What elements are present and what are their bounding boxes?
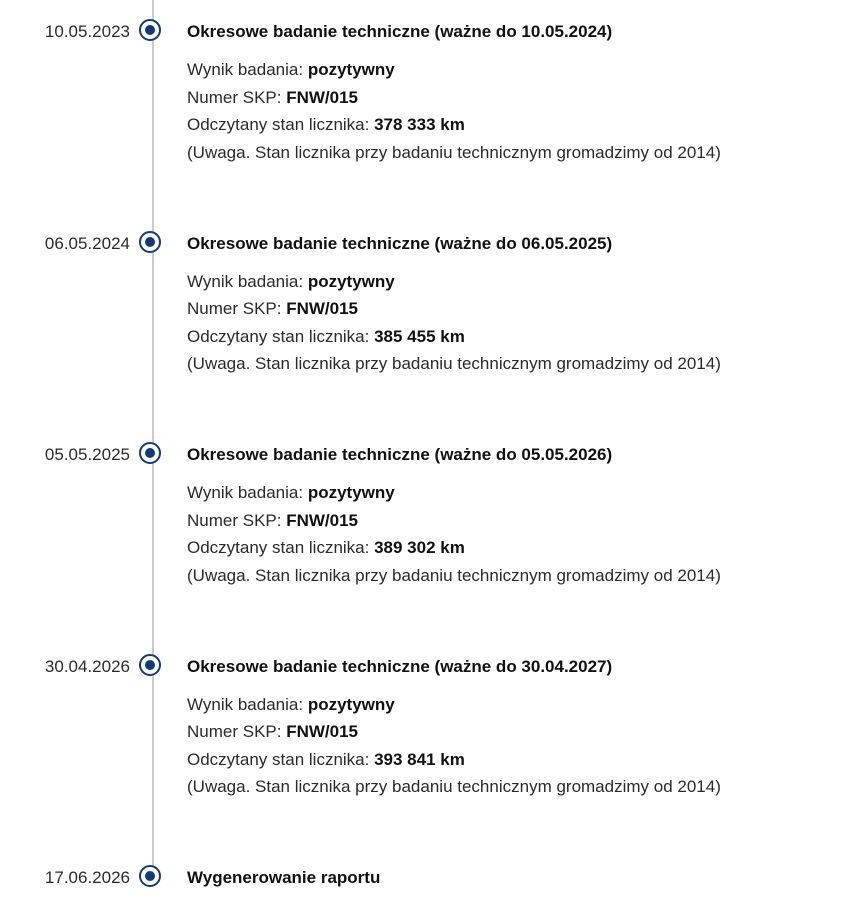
timeline-dot-icon xyxy=(139,654,161,676)
skp-number-value: FNW/015 xyxy=(286,87,358,107)
skp-number-value: FNW/015 xyxy=(286,722,358,741)
odometer-reading xyxy=(187,111,847,139)
timeline-dot-icon xyxy=(139,442,161,464)
entry-body xyxy=(187,864,847,892)
entry-body xyxy=(187,230,847,378)
entry-date: 05.05.2025 xyxy=(44,445,130,464)
inspection-result-label: Wynik badania: xyxy=(187,60,308,79)
skp-number-value: FNW/015 xyxy=(286,510,358,530)
odometer-reading xyxy=(187,323,847,351)
inspection-result-label: Wynik badania: xyxy=(187,483,308,502)
odometer-note: (Uwaga. Stan licznika przy badaniu technicznym gromadzimy od 2014) xyxy=(187,142,721,162)
skp-number-value: FNW/015 xyxy=(286,299,358,318)
odometer-note: (Uwaga. Stan licznika przy badaniu technicznym gromadzimy od 2014) xyxy=(187,777,721,796)
odometer-reading xyxy=(187,746,847,774)
odometer-reading-value: 378 333 km xyxy=(374,115,465,134)
skp-number xyxy=(187,718,847,746)
inspection-result xyxy=(187,56,847,84)
report-generated-title: Wygenerowanie raportu xyxy=(187,868,381,887)
inspection-result xyxy=(187,479,847,507)
entry-title: Okresowe badanie techniczne (ważne do 06.05.2025) xyxy=(187,233,613,253)
odometer-note: (Uwaga. Stan licznika przy badaniu technicznym gromadzimy od 2014) xyxy=(187,354,721,373)
inspection-result-value: pozytywny xyxy=(307,271,395,291)
odometer-reading-label: Odczytany stan licznika: xyxy=(187,115,375,134)
entry-title: Okresowe badanie techniczne (ważne do 10.05.2024) xyxy=(187,22,613,41)
skp-number xyxy=(187,295,847,323)
entry-date: 17.06.2026 xyxy=(44,868,130,887)
entry-title: Okresowe badanie techniczne (ważne do 05.05.2026) xyxy=(187,445,613,464)
inspection-result-value: pozytywny xyxy=(307,694,395,714)
inspection-result-value: pozytywny xyxy=(307,483,395,502)
odometer-reading-label: Odczytany stan licznika: xyxy=(187,538,375,557)
entry-title: Okresowe badanie techniczne (ważne do 30.04.2027) xyxy=(187,656,613,676)
entry-body xyxy=(187,18,847,166)
inspection-result-value: pozytywny xyxy=(307,60,395,79)
entry-details xyxy=(187,268,847,378)
odometer-note: (Uwaga. Stan licznika przy badaniu technicznym gromadzimy od 2014) xyxy=(187,565,721,585)
timeline-line xyxy=(152,0,154,880)
skp-number xyxy=(187,84,847,112)
skp-number-label: Numer SKP: xyxy=(187,510,287,530)
skp-number-label: Numer SKP: xyxy=(187,722,287,741)
skp-number xyxy=(187,507,847,535)
entry-body xyxy=(187,653,847,801)
odometer-reading xyxy=(187,534,847,562)
skp-number-label: Numer SKP: xyxy=(187,87,287,107)
timeline-dot-icon xyxy=(139,865,161,887)
odometer-reading-value: 393 841 km xyxy=(374,749,465,769)
timeline-dot-icon xyxy=(139,231,161,253)
entry-date: 10.05.2023 xyxy=(44,22,130,41)
entry-details xyxy=(187,479,847,589)
inspection-result xyxy=(187,691,847,719)
inspection-result-label: Wynik badania: xyxy=(187,271,308,291)
entry-details xyxy=(187,56,847,166)
odometer-reading-value: 389 302 km xyxy=(374,538,465,557)
entry-date: 30.04.2026 xyxy=(44,656,130,676)
odometer-reading-label: Odczytany stan licznika: xyxy=(187,326,375,346)
timeline-dot-icon xyxy=(139,19,161,41)
skp-number-label: Numer SKP: xyxy=(187,299,287,318)
inspection-result xyxy=(187,268,847,296)
entry-details xyxy=(187,691,847,801)
entry-date: 06.05.2024 xyxy=(44,233,130,253)
odometer-reading-label: Odczytany stan licznika: xyxy=(187,749,375,769)
odometer-reading-value: 385 455 km xyxy=(374,326,465,346)
inspection-result-label: Wynik badania: xyxy=(187,694,308,714)
entry-body xyxy=(187,441,847,589)
